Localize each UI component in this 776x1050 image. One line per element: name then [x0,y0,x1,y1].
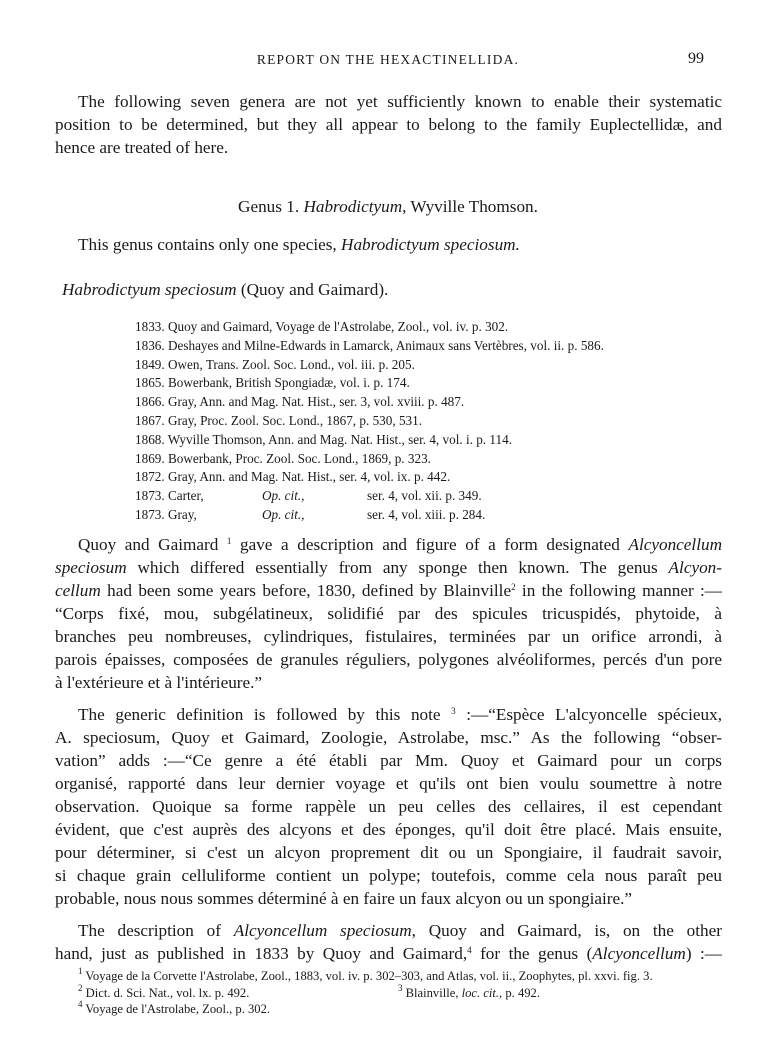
entry-year: 1868. [135,431,168,447]
entry-year: 1873. [135,507,168,522]
entry-text: ser. 4, vol. xiii. p. 284. [366,507,486,522]
entry-year: 1836. [135,337,168,353]
footnote [78,999,271,1017]
footnote-ref: 4 [467,945,472,955]
text-line [55,888,722,910]
footnote-ref: 1 [226,536,232,546]
entry-year: 1873. [135,488,168,504]
footnote-ref: 2 [511,582,516,592]
text-line [55,557,722,579]
entry-year: 1833. [135,319,168,334]
synonymy-entry [135,412,422,430]
entry-text: Deshayes and Milne-Edwards in Lamarck, Animaux sans Vertèbres, vol. ii. p. 586. [167,337,604,353]
synonymy-entry [135,506,485,524]
italic-text: Alcyoncellum [628,535,722,554]
text-line [55,943,722,965]
entry-text: Bowerbank, Proc. Zool. Soc. Lond., 1869, p. 323. [167,450,431,466]
text-run: position to be determined, but they all appear to belong to the family Euplectellidæ, and [55,115,722,134]
text-line [55,727,722,749]
text-line [55,137,722,159]
entry-year: 1865. [135,375,168,391]
footnote-ref: 2 [78,983,83,993]
footnote-ref: 3 [451,706,456,716]
footnote-ref: 1 [78,966,83,976]
text-run: Dict. d. Sci. Nat., vol. lx. p. 492. [82,986,250,1000]
synonymy-entry [135,450,431,468]
text-run: The description of [78,921,234,940]
text-line [55,819,722,841]
species-heading [62,279,729,301]
text-line [55,796,722,818]
synonymy-entry [135,356,415,374]
entry-year: 1872. [135,469,168,485]
entry-text: Owen, Trans. Zool. Soc. Lond., vol. iii. p. 205. [167,356,415,372]
synonymy-entry [135,487,482,505]
footnote-ref: 4 [78,999,83,1009]
text-run: for the genus ( [471,944,593,963]
text-run: évident, que c'est auprès des alcyons et des éponges, qu'il doit être placé. Mais ensuite, [55,820,722,839]
synonymy-entry [135,431,512,449]
entry-year: 1849. [135,356,168,372]
text-run: branches peu nombreuses, cylindriques, fistulaires, terminées par un orifice arrondi, à [55,627,722,646]
text-line [55,842,722,864]
entry-ref: Op. cit., [261,507,305,522]
text-run: The following seven genera are not yet sufficiently known to enable their systematic [78,92,722,111]
italic-text: Alcyoncellum [592,944,686,963]
text-line [78,534,722,556]
footnote [78,966,653,984]
entry-text: Gray, Ann. and Mag. Nat. Hist., ser. 4, vol. ix. p. 442. [167,469,451,485]
synonymy-entry [135,393,464,411]
text-run: gave a description and figure of a form designated [231,535,629,554]
text-run: à l'extérieure et à l'intérieure.” [55,673,263,692]
text-run: The generic definition is followed by this note [78,705,452,724]
text-run: hence are treated of here. [55,138,229,157]
entry-text: ser. 4, vol. xii. p. 349. [366,488,482,504]
synonymy-entry [135,374,410,392]
text-line [55,626,722,648]
running-title: REPORT ON THE HEXACTINELLIDA. [256,52,520,67]
text-run: si chaque grain celluliforme contient un polype; toutefois, comme cela nous paraît peu [55,866,722,885]
text-run: ) :— [685,944,722,963]
text-run: hand, just as published in 1833 by Quoy and Gaimard, [55,944,468,963]
text-line [78,91,722,113]
italic-text: loc. cit. [461,986,500,1000]
text-run: organisé, rapporté dans leur dernier voyage et qu'ils ont bien voulu soumettre à notre [55,774,722,793]
text-run: Genus 1. [238,197,304,216]
genus-note [78,234,722,256]
text-run: , p. 492. [499,986,540,1000]
entry-text: Gray, Ann. and Mag. Nat. Hist., ser. 3, vol. xviii. p. 487. [167,394,465,410]
genus-heading [0,197,776,217]
entry-year: 1867. [135,413,168,428]
italic-text: Habrodictyum speciosum [62,280,237,299]
text-run: had been some years before, 1830, defined by Blainville [100,581,512,600]
italic-text: Alcyoncellum speciosum [233,921,412,940]
text-run: probable, nous nous sommes déterminé à en faire un faux alcyon ou un spongiaire.” [55,889,633,908]
footnote [398,983,540,1001]
text-run: , Quoy and Gaimard, is, on the other [411,921,722,940]
synonymy-entry [135,337,604,355]
entry-year: 1869. [135,450,168,466]
text-run: A. speciosum, Quoy et Gaimard, Zoologie, Astrolabe, msc.” As the following “obser- [55,728,722,747]
footnote-ref: 3 [398,983,403,993]
text-run: Quoy and Gaimard [78,535,227,554]
text-run: This genus contains only one species, [78,235,342,254]
text-run: parois épaisses, composées de granules réguliers, polygones alvéoliformes, percés d'un pore [55,650,722,669]
text-line [78,704,722,726]
text-run: vation” adds :—“Ce genre a été établi par Mm. Quoy et Gaimard pour un corps [55,751,722,770]
entry-text: Bowerbank, British Spongiadæ, vol. i. p. 174. [167,375,410,391]
text-run: :—“Espèce L'alcyoncelle spécieux, [455,705,722,724]
italic-text: cellum [55,581,101,600]
synonymy-entry [135,318,508,336]
entry-text: Gray, Proc. Zool. Soc. Lond., 1867, p. 530, 531. [167,413,423,428]
footnote [78,983,250,1001]
text-run: pour déterminer, si c'est un alcyon proprement dit ou un Spongiaire, il faudrait savoir, [55,843,722,862]
text-line [55,580,722,602]
text-run: “Corps fixé, mou, subgélatineux, solidifié par des spicules tricuspidés, phytoide, à [55,604,722,623]
text-run: observation. Quoique sa forme rappèle un peu celles des cellaires, il est cependant [55,797,722,816]
text-line [55,672,722,694]
entry-author: Carter, [167,488,204,504]
page-number: 99 [688,50,704,67]
text-run: which differed essentially from any sponge then known. The genus [126,558,669,577]
italic-text: Alcyon- [668,558,722,577]
text-line [55,750,722,772]
text-line [55,865,722,887]
text-line [55,649,722,671]
italic-text: Habrodictyum [303,197,403,216]
text-line [78,920,722,942]
text-run: , Wyville Thomson. [402,197,538,216]
entry-text: Quoy and Gaimard, Voyage de l'Astrolabe, Zool., vol. iv. p. 302. [167,319,509,334]
entry-author: Gray, [167,507,197,522]
entry-ref: Op. cit., [261,488,305,504]
text-run: in the following manner :— [515,581,722,600]
text-line [55,603,722,625]
text-run: Voyage de la Corvette l'Astrolabe, Zool., 1883, vol. iv. p. 302–303, and Atlas, vol. ii., Zoophytes, pl. xxvi. fig. 3. [82,969,653,983]
entry-year: 1866. [135,394,168,410]
italic-text: Habrodictyum speciosum. [341,235,520,254]
text-run: Voyage de l'Astrolabe, Zool., p. 302. [82,1002,271,1016]
entry-text: Wyville Thomson, Ann. and Mag. Nat. Hist., ser. 4, vol. i. p. 114. [167,431,512,447]
text-line [55,114,722,136]
text-run: Blainville, [402,986,462,1000]
synonymy-entry [135,468,450,486]
italic-text: speciosum [55,558,127,577]
text-line [55,773,722,795]
text-run: (Quoy and Gaimard). [236,280,389,299]
